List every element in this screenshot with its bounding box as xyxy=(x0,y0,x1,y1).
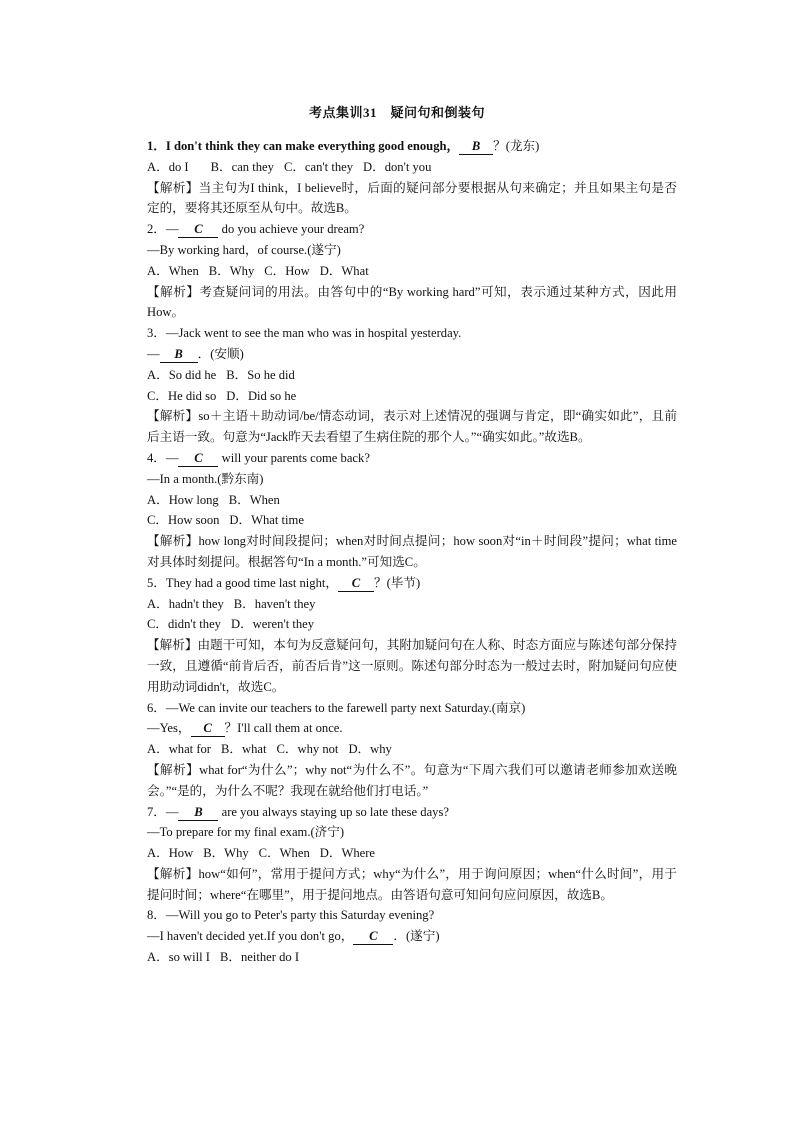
question-response: —By working hard，of course.(遂宁) xyxy=(147,242,341,257)
option-a: A．So did he xyxy=(147,367,217,382)
question-stem: 5．They had a good time last night， C ？(毕节) xyxy=(147,575,421,590)
answer-blank: C xyxy=(338,576,374,592)
question-stem: 8．—Will you go to Peter's party this Saturday evening? xyxy=(147,908,435,923)
answer-blank: C xyxy=(353,929,393,945)
options xyxy=(147,490,677,511)
question-stem: 2．— C do you achieve your dream? xyxy=(147,222,365,237)
options xyxy=(147,739,677,760)
option-b: B．can they xyxy=(210,159,274,174)
option-a: A．How long xyxy=(147,492,219,507)
question-stem: 1．I don't think they can make everything good enough， B ？(龙东) xyxy=(147,139,540,153)
option-c: C．How xyxy=(264,263,310,278)
option-d: D．Did so he xyxy=(226,388,297,403)
question-stem: 6．—We can invite our teachers to the farewell party next Saturday.(南京) xyxy=(147,700,526,715)
option-d: D．Where xyxy=(319,846,375,861)
option-b: B．neither do I xyxy=(219,950,300,965)
analysis: 【解析】so＋主语＋助动词/be/情态动词，表示对上述情况的强调与肯定，即“确实如此”，且前后主语一致。句意为“Jack昨天去看望了生病住院的那个人。”“确实如此。”故选B。 xyxy=(147,409,677,445)
option-d: D．don't you xyxy=(363,159,432,174)
option-b: B．Why xyxy=(208,263,255,278)
analysis: 【解析】how long对时间段提问；when对时间点提问；how soon对“in＋时间段”提问；what time对具体时刻提问。根据答句“In a month.”可知选C。 xyxy=(147,534,677,569)
answer-blank: C xyxy=(178,222,218,238)
answer-blank: B xyxy=(178,805,218,821)
option-d: D．why xyxy=(348,742,392,757)
question-response: —I haven't decided yet.If you don't go， C ．(遂宁) xyxy=(147,929,440,944)
option-c: C．why not xyxy=(276,742,339,757)
question-stem: 7．— B are you always staying up so late these days? xyxy=(147,804,449,819)
option-a: A．How xyxy=(147,846,194,861)
option-c: C．He did so xyxy=(147,388,217,403)
page-title: 考点集训31 疑问句和倒装句 xyxy=(308,105,485,120)
option-c: C．When xyxy=(258,846,310,861)
option-d: D．weren't they xyxy=(230,617,315,632)
option-b: B．what xyxy=(221,742,267,757)
analysis: 【解析】由题干可知，本句为反意疑问句，其附加疑问句在人称、时态方面应与陈述句部分保持一致，且遵循“前肯后否，前否后肯”这一原则。陈述句部分时态为一般过去时，附加疑问句应使用助动词didn't，故选C。 xyxy=(147,638,677,694)
answer-blank: B xyxy=(459,139,493,155)
question-list xyxy=(147,136,677,968)
options xyxy=(147,365,677,386)
analysis: 【解析】考查疑问词的用法。由答句中的“By working hard”可知，表示通过某种方式，因此用How。 xyxy=(147,284,677,320)
question-response: —In a month.(黔东南) xyxy=(147,471,264,486)
option-c: C．didn't they xyxy=(147,617,221,632)
option-d: D．What time xyxy=(229,513,304,528)
option-a: A．so will I xyxy=(147,950,210,965)
options xyxy=(147,947,677,968)
analysis: 【解析】当主句为I think，I believe时，后面的疑问部分要根据从句来确定；并且如果主句是否定的，要将其还原至从句中。故选B。 xyxy=(147,180,677,216)
analysis: 【解析】how“如何”，常用于提问方式；why“为什么”，用于询问原因；when“什么时间”，用于提问时间；where“在哪里”，用于提问地点。由答语句意可知问句应问原因，故选B。 xyxy=(147,866,677,902)
question-stem: 4．— C will your parents come back? xyxy=(147,450,370,465)
option-a: A．hadn't they xyxy=(147,596,224,611)
option-b: B．Why xyxy=(203,846,249,861)
option-b: B．So he did xyxy=(226,367,295,382)
options xyxy=(147,157,677,178)
option-d: D．What xyxy=(319,263,369,278)
option-a: A．do I xyxy=(147,159,189,174)
question-response: — B ．(安顺) xyxy=(147,346,244,361)
options xyxy=(147,261,677,282)
option-c: C．can't they xyxy=(283,159,354,174)
option-b: B．haven't they xyxy=(233,596,316,611)
option-a: A．When xyxy=(147,263,199,278)
option-b: B．When xyxy=(228,492,280,507)
option-a: A．what for xyxy=(147,742,212,757)
options xyxy=(147,614,677,635)
answer-blank: C xyxy=(191,721,225,737)
options xyxy=(147,510,677,531)
option-c: C．How soon xyxy=(147,513,220,528)
question-stem: 3．—Jack went to see the man who was in hospital yesterday. xyxy=(147,326,462,341)
options xyxy=(147,594,677,615)
answer-blank: C xyxy=(178,451,218,467)
options xyxy=(147,843,677,864)
question-response: —Yes， C ？I'll call them at once. xyxy=(147,721,343,736)
question-response: —To prepare for my final exam.(济宁) xyxy=(147,825,345,840)
options xyxy=(147,386,677,407)
analysis: 【解析】what for“为什么”；why not“为什么不”。句意为“下周六我们可以邀请老师参加欢送晚会。”“是的，为什么不呢？我现在就给他们打电话。” xyxy=(147,762,677,798)
answer-blank: B xyxy=(160,347,198,363)
